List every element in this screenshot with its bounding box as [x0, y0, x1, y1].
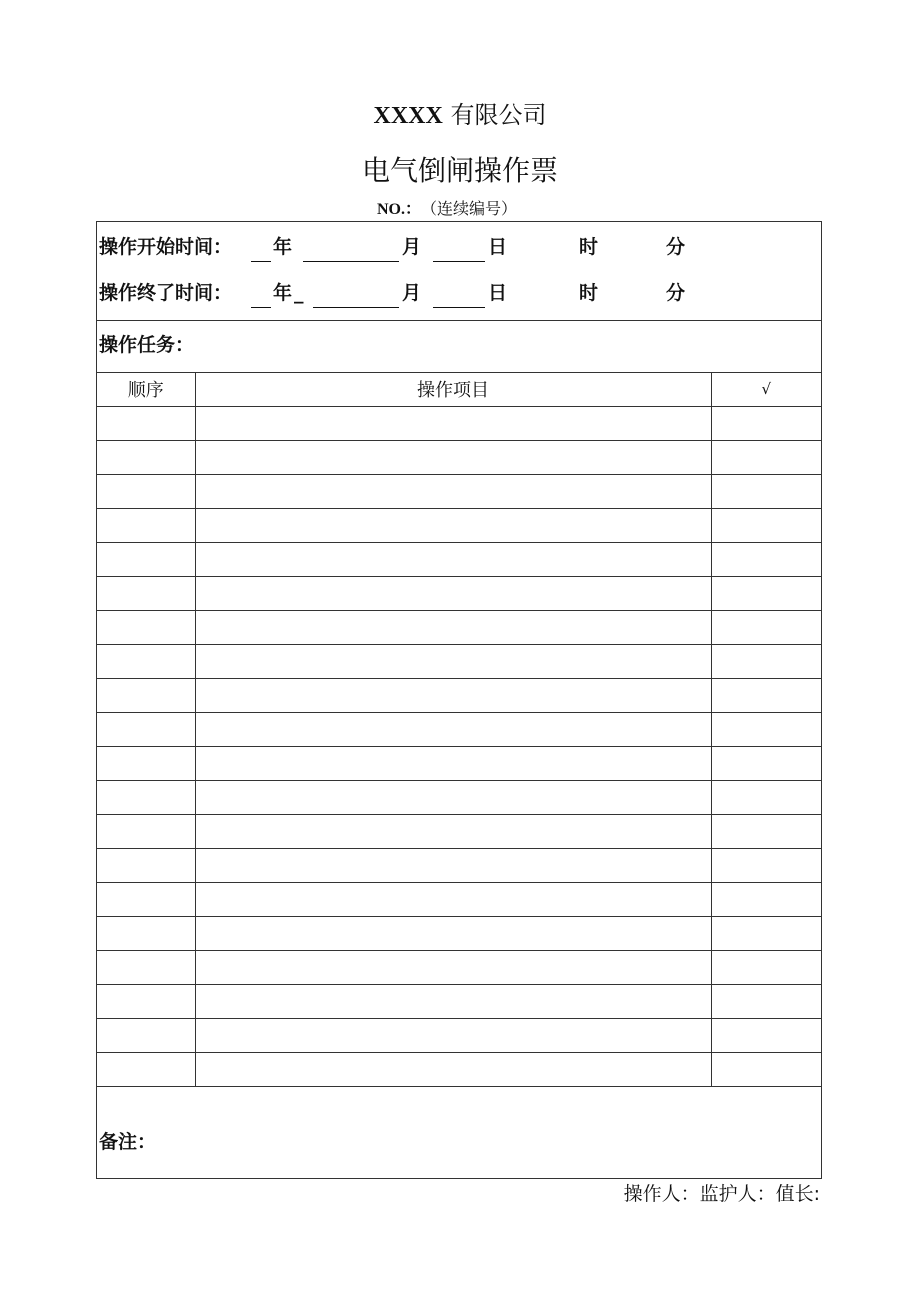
company-name-latin: XXXX	[373, 103, 443, 129]
table-row	[97, 576, 821, 610]
start-month-unit: 月	[402, 236, 422, 258]
item-cell[interactable]	[195, 542, 711, 576]
table-row	[97, 712, 821, 746]
sequence-cell[interactable]	[97, 474, 195, 508]
column-header-sequence: 顺序	[97, 372, 195, 406]
sequence-cell[interactable]	[97, 678, 195, 712]
sequence-cell[interactable]	[97, 848, 195, 882]
end-hour-unit: 时	[579, 282, 599, 304]
item-cell[interactable]	[195, 848, 711, 882]
check-cell[interactable]	[711, 610, 821, 644]
end-day-unit: 日	[488, 282, 508, 304]
end-year-tail: _	[294, 282, 304, 304]
item-cell[interactable]	[195, 474, 711, 508]
item-cell[interactable]	[195, 950, 711, 984]
sequence-cell[interactable]	[97, 950, 195, 984]
steps-header-row	[97, 372, 821, 406]
sequence-cell[interactable]	[97, 440, 195, 474]
document-title: 电气倒闸操作票	[361, 154, 558, 187]
end-year-unit: 年	[273, 282, 293, 304]
task-section[interactable]	[97, 320, 821, 373]
sequence-cell[interactable]	[97, 406, 195, 440]
item-cell[interactable]	[195, 508, 711, 542]
table-row	[97, 950, 821, 984]
item-cell[interactable]	[195, 678, 711, 712]
check-cell[interactable]	[711, 406, 821, 440]
table-row	[97, 474, 821, 508]
start-year-unit: 年	[273, 236, 293, 258]
sequence-cell[interactable]	[97, 576, 195, 610]
start-day-blank[interactable]	[433, 239, 485, 262]
check-cell[interactable]	[711, 542, 821, 576]
sequence-cell[interactable]	[97, 984, 195, 1018]
check-cell[interactable]	[711, 848, 821, 882]
sequence-cell[interactable]	[97, 508, 195, 542]
check-cell[interactable]	[711, 440, 821, 474]
sequence-cell[interactable]	[97, 746, 195, 780]
table-row	[97, 406, 821, 440]
item-cell[interactable]	[195, 712, 711, 746]
start-minute-unit: 分	[666, 236, 686, 258]
item-cell[interactable]	[195, 746, 711, 780]
item-cell[interactable]	[195, 882, 711, 916]
end-day-blank[interactable]	[433, 285, 485, 308]
serial-number-hint: （连续编号）	[429, 199, 518, 218]
item-cell[interactable]	[195, 1052, 711, 1086]
steps-body	[97, 406, 821, 1086]
table-row	[97, 678, 821, 712]
item-cell[interactable]	[195, 644, 711, 678]
table-row	[97, 984, 821, 1018]
check-cell[interactable]	[711, 1018, 821, 1052]
end-month-unit: 月	[402, 282, 422, 304]
operation-ticket-form	[96, 221, 822, 1179]
time-section	[97, 222, 821, 321]
table-row	[97, 848, 821, 882]
sequence-cell[interactable]	[97, 610, 195, 644]
table-row	[97, 1052, 821, 1086]
item-cell[interactable]	[195, 610, 711, 644]
check-cell[interactable]	[711, 814, 821, 848]
item-cell[interactable]	[195, 1018, 711, 1052]
check-cell[interactable]	[711, 1052, 821, 1086]
check-cell[interactable]	[711, 916, 821, 950]
end-minute-unit: 分	[666, 282, 686, 304]
item-cell[interactable]	[195, 576, 711, 610]
item-cell[interactable]	[195, 780, 711, 814]
end-year-blank[interactable]	[251, 285, 271, 308]
company-name-suffix: 有限公司	[450, 101, 547, 129]
check-cell[interactable]	[711, 508, 821, 542]
sequence-cell[interactable]	[97, 916, 195, 950]
column-header-item: 操作项目	[195, 372, 711, 406]
start-hour-unit: 时	[579, 236, 599, 258]
end-month-blank[interactable]	[313, 285, 399, 308]
start-month-blank[interactable]	[303, 239, 399, 262]
sequence-cell[interactable]	[97, 712, 195, 746]
item-cell[interactable]	[195, 406, 711, 440]
item-cell[interactable]	[195, 440, 711, 474]
remarks-label: 备注：	[99, 1131, 157, 1153]
table-row	[97, 644, 821, 678]
sequence-cell[interactable]	[97, 780, 195, 814]
table-row	[97, 916, 821, 950]
table-row	[97, 508, 821, 542]
item-cell[interactable]	[195, 916, 711, 950]
table-row	[97, 746, 821, 780]
task-label: 操作任务：	[99, 334, 195, 356]
item-cell[interactable]	[195, 814, 711, 848]
table-row	[97, 814, 821, 848]
item-cell[interactable]	[195, 984, 711, 1018]
steps-table	[97, 372, 821, 1087]
sequence-cell[interactable]	[97, 814, 195, 848]
check-cell[interactable]	[711, 576, 821, 610]
start-year-blank[interactable]	[251, 239, 271, 262]
start-day-unit: 日	[488, 236, 508, 258]
table-row	[97, 542, 821, 576]
column-header-check: √	[711, 372, 821, 406]
sequence-cell[interactable]	[97, 882, 195, 916]
table-row	[97, 1018, 821, 1052]
sequence-cell[interactable]	[97, 542, 195, 576]
remarks-section[interactable]	[97, 1107, 821, 1178]
table-row	[97, 882, 821, 916]
check-cell[interactable]	[711, 644, 821, 678]
start-time-label: 操作开始时间：	[99, 236, 233, 258]
sequence-cell[interactable]	[97, 1018, 195, 1052]
check-cell[interactable]	[711, 746, 821, 780]
serial-number[interactable]	[377, 198, 517, 221]
signature-line: 操作人：监护人：值长:	[623, 1183, 820, 1205]
check-cell[interactable]	[711, 780, 821, 814]
table-row	[97, 780, 821, 814]
serial-number-label: NO.：	[377, 201, 422, 218]
sequence-cell[interactable]	[97, 644, 195, 678]
check-cell[interactable]	[711, 984, 821, 1018]
sequence-cell[interactable]	[97, 1052, 195, 1086]
check-cell[interactable]	[711, 474, 821, 508]
end-time-label: 操作终了时间：	[99, 282, 233, 304]
company-name	[0, 98, 920, 133]
check-cell[interactable]	[711, 678, 821, 712]
check-cell[interactable]	[711, 882, 821, 916]
check-cell[interactable]	[711, 950, 821, 984]
check-cell[interactable]	[711, 712, 821, 746]
table-row	[97, 610, 821, 644]
table-row	[97, 440, 821, 474]
